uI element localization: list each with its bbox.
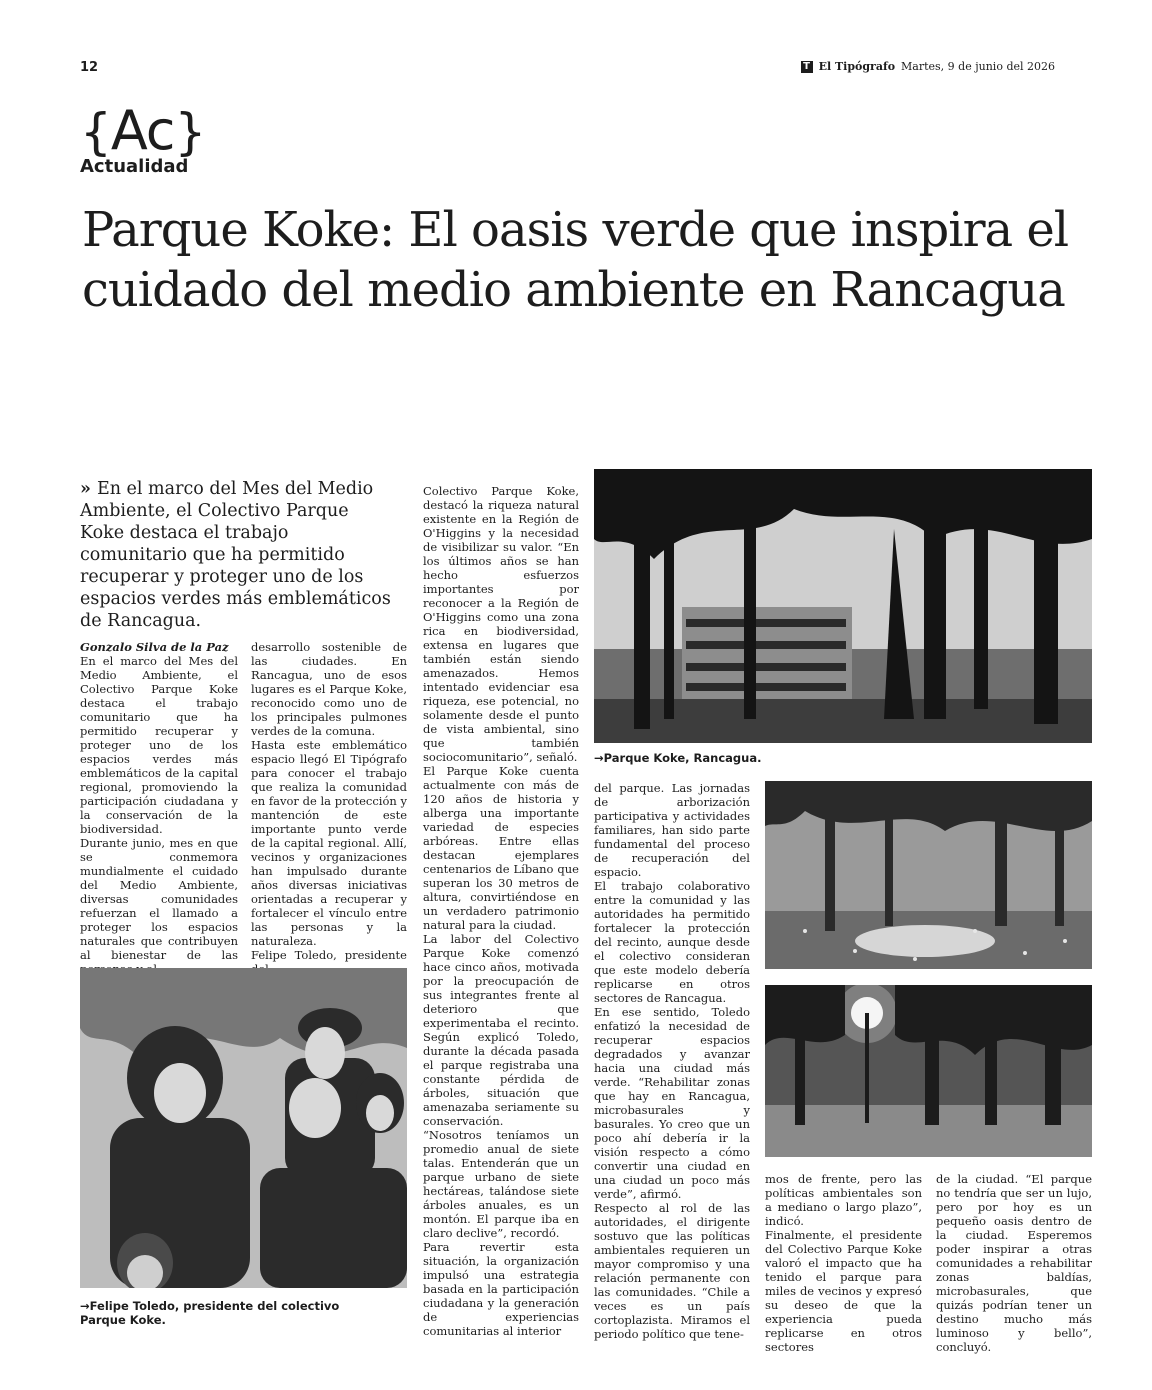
paragraph: Finalmente, el presidente del Colectivo Parque Koke valoró el impacto que ha tenido el parque para miles de vecinos y expresó su deseo de que la experiencia pueda replicarse en otros sectores: [765, 1228, 922, 1354]
section-mark: [80, 100, 205, 177]
felipe-toledo-photo: [80, 968, 407, 1288]
paragraph: Colectivo Parque Koke, destacó la riqueza natural existente en la Región de O'Higgins y la necesidad de visibilizar su valor. “En los últimos años se han hecho esfuerzos importantes por reconocer a la Región de O'Higgins como una zona rica en biodiversidad, extensa en lugares que también están siendo amenazados. Hemos intentado evidenciar esa riqueza, ese potencial, no solamente desde el punto de vista ambiental, sino que también sociocomunitario”, señaló.: [423, 484, 579, 764]
caption-text: Parque Koke, Rancagua.: [603, 751, 762, 765]
caption-main-photo: [594, 751, 894, 765]
lede-quote-mark: »: [80, 479, 91, 499]
paragraph: Hasta este emblemático espacio llegó El Tipógrafo para conocer el trabajo que realiza la comunidad en favor de la protección y mantención de este importante punto verde de la capital regional. Allí, vecinos y organizaciones han impulsado durante años diversas iniciativas orientadas a recuperar y fortalecer el vínculo entre las personas y la naturaleza.: [251, 738, 407, 948]
headline: Parque Koke: El oasis verde que inspira el cuidado del medio ambiente en Rancagua: [82, 202, 1069, 318]
paragraph: “Nosotros teníamos un promedio anual de siete talas. Entenderán que un parque urbano de siete hectáreas, talándose siete árboles anuales, es un montón. El parque iba en claro declive”, recordó.: [423, 1128, 579, 1240]
paragraph: Respecto al rol de las autoridades, el dirigente sostuvo que las políticas ambientales requieren un mayor compromiso y una relación permanente con las comunidades. “Chile a veces es un país cortoplazista. Miramos el periodo político que tene-: [594, 1201, 750, 1341]
lede: [80, 478, 398, 632]
paragraph: Durante junio, mes en que se conmemora mundialmente el cuidado del Medio Ambiente, diversas comunidades refuerzan el llamado a proteger los espacios naturales que contribuyen al bienestar de las: [80, 836, 238, 962]
park-photo-night: [765, 985, 1092, 1157]
publication-date: Martes, 9 de junio del 2026: [901, 60, 1055, 73]
section-abbr-text: Ac: [110, 99, 175, 162]
paragraph: de la ciudad. “El parque no tendría que ser un lujo, pero por hoy es un pequeño oasis dentro de la ciudad. Esperemos poder inspirar a otras comunidades a rehabilitar zonas baldías, microbasurales, que quizás podrían tener un destino mucho más luminoso y bello”, concluyó.: [936, 1172, 1092, 1354]
paragraph: En ese sentido, Toledo enfatizó la necesidad de recuperar espacios degradados y avanzar hacia una ciudad más verde. “Rehabilitar zonas que hay en Rancagua, microbasurales y basurales. Yo creo que un poco ahí debería ir la visión respecto a cómo convertir una ciudad en una ciudad un poco más verde”, afirmó.: [594, 1005, 750, 1201]
page-number: 12: [80, 60, 99, 75]
body-column-1: [80, 640, 238, 976]
section-abbreviation: [80, 100, 205, 163]
paragraph: desarrollo sostenible de las ciudades. En Rancagua, uno de esos lugares es el Parque Koke, reconocido como uno de los principales pulmones verdes de la comuna.: [251, 640, 407, 738]
masthead: [801, 60, 1055, 73]
body-column-3: [423, 484, 579, 1338]
brace-open: {: [80, 103, 111, 161]
paragraph: En el marco del Mes del Medio Ambiente, el Colectivo Parque Koke destaca el trabajo comunitario que ha permitido recuperar y proteger uno de los espacios verdes más emblemáticos de la capital regional, promoviendo la participación ciudadana y la conservación de la biodiversidad.: [80, 654, 238, 836]
paragraph: La labor del Colectivo Parque Koke comenzó hace cinco años, motivada por la preocupación de sus integrantes frente al deterioro que experimentaba el recinto. Según explicó Toledo, durante la década pasada el parque registraba una constante pérdida de árboles, situación que amenazaba seriamente su conservación.: [423, 932, 579, 1128]
paragraph: del parque. Las jornadas de arborización participativa y actividades familiares, han sido parte fundamental del proceso de recuperación del espacio.: [594, 781, 750, 879]
brace-close: }: [174, 103, 206, 161]
paragraph: Para revertir esta situación, la organización impulsó una estrategia basada en la participación ciudadana y la generación de experiencias comunitarias al interior: [423, 1240, 579, 1338]
publication-name: El Tipógrafo: [818, 60, 896, 73]
caption-people-photo: [80, 1299, 380, 1327]
paragraph: El trabajo colaborativo entre la comunidad y las autoridades ha permitido fortalecer la protección del recinto, aunque desde el colectivo consideran que este modelo debería replicarse en otros sectores de Rancagua.: [594, 879, 750, 1005]
publication-logo-icon: T: [801, 61, 813, 73]
paragraph: mos de frente, pero las políticas ambientales son a mediano o largo plazo”, indicó.: [765, 1172, 922, 1228]
byline: Gonzalo Silva de la Paz: [80, 640, 229, 654]
paragraph: El Parque Koke cuenta actualmente con más de 120 años de historia y alberga una importante variedad de especies arbóreas. Entre ellas destacan ejemplares centenarios de Líbano que superan los 30 metros de altura, convirtiéndose en un verdadero patrimonio natural para la ciudad.: [423, 764, 579, 932]
paragraph: Felipe Toledo, presidente: [251, 948, 407, 962]
park-photo-main: [594, 469, 1092, 743]
arrow-right-icon: →: [80, 1299, 90, 1313]
body-column-5: [765, 1172, 922, 1354]
body-column-4: [594, 781, 750, 1341]
body-column-2: [251, 640, 407, 976]
caption-text: Felipe Toledo, presidente del colectivo Parque Koke.: [80, 1299, 340, 1327]
park-photo-autumn: [765, 781, 1092, 969]
body-column-6: [936, 1172, 1092, 1354]
arrow-right-icon: →: [594, 751, 604, 765]
section-name: Actualidad: [80, 156, 189, 177]
lede-text: En el marco del Mes del Medio Ambiente, el Colectivo Parque Koke destaca el trabajo comunitario que ha permitido recuperar y proteger uno de los espacios verdes más emblemáticos de Rancagua.: [80, 479, 391, 631]
